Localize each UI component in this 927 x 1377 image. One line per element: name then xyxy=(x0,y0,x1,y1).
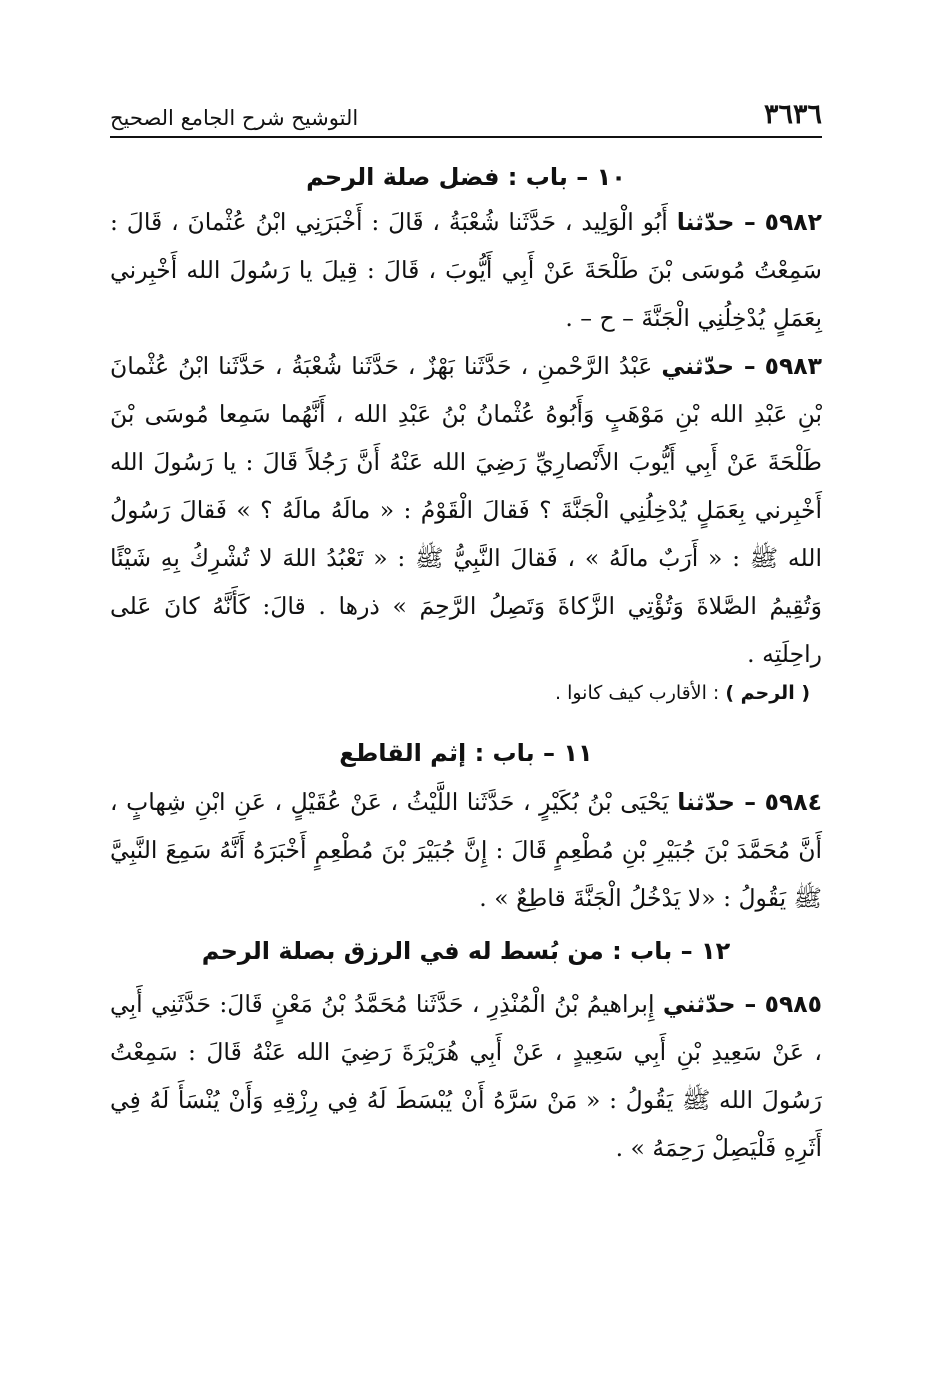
hadith-lead: حدّثني xyxy=(662,990,736,1018)
section-number: ١٢ xyxy=(700,937,731,965)
hadith-dash: – xyxy=(734,208,756,236)
hadith-lead: حدّثنا xyxy=(677,788,735,816)
section-heading-12 xyxy=(110,934,822,968)
hadith-text: عَبْدُ الرَّحْمنِ ، حَدَّثَنا بَهْزٌ ، حَدَّثَنا شُعْبَةُ ، حَدَّثَنا ابْنُ عُثْمانَ بْنِ عَبْدِ الله بْنِ مَوْهَبٍ وَأَبُوهُ عُثْمانُ بْنُ عَبْدِ الله ، أَنَّهُما سَمِعا مُوسَى بْنَ طَلْحَةَ عَنْ أَبِي أَيُّوبَ الأَنْصارِيِّ رَضِيَ الله عَنْهُ أَنَّ رَجُلاً قَالَ : يا رَسُولَ الله أَخْبِرني بِعَمَلٍ يُدْخِلُنِي الْجَنَّةَ ؟ فَقالَ الْقَوْمُ : « مالَهُ مالَهُ ؟ » فَقالَ رَسُولُ الله ﷺ : « أَرَبٌ مالَهُ » ، فَقالَ النَّبِيُّ ﷺ : « تَعْبُدُ اللهَ لا تُشْرِكُ بِهِ شَيْئًا وَتُقِيمُ الصَّلاةَ وَتُؤْتِي الزَّكاةَ وَتَصِلُ الرَّحِمَ » ذرها . قالَ: كَأَنَّهُ كانَ عَلى راحِلَتِه . xyxy=(110,352,822,668)
commentary-note xyxy=(110,678,822,708)
hadith-lead: حدّثنا xyxy=(676,208,735,236)
section-heading-10 xyxy=(110,160,822,194)
heading-dash: – xyxy=(567,163,589,191)
section-number: ١٠ xyxy=(596,163,626,191)
section-number: ١١ xyxy=(563,739,593,767)
heading-dash: – xyxy=(534,739,556,767)
section-title: باب : من بُسط له في الرزق بصلة الرحم xyxy=(201,937,673,965)
hadith-text: إِبراهيمُ بْنُ الْمُنْذِرِ ، حَدَّثَنا مُحَمَّدُ بْنُ مَعْنٍ قَالَ: حَدَّثَنِي أَبِي ، عَنْ سَعِيدِ بْنِ أَبِي سَعِيدٍ ، عَنْ أَبِي هُرَيْرَةَ رَضِيَ الله عَنْهُ قَالَ : سَمِعْتُ رَسُولَ الله ﷺ يَقُولُ : « مَنْ سَرَّهُ أَنْ يُبْسَطَ لَهُ فِي رِزْقِهِ وَأَنْ يُنْسَأَ لَهُ فِي أَثَرِهِ فَلْيَصِلْ رَحِمَهُ » . xyxy=(110,990,822,1162)
page-header xyxy=(110,84,822,138)
hadith-5984 xyxy=(110,778,822,922)
hadith-5985 xyxy=(110,980,822,1172)
hadith-text: يَحْيَى بْنُ بُكَيْرٍ ، حَدَّثَنا اللَّيْثُ ، عَنْ عُقَيْلٍ ، عَنِ ابْنِ شِهابٍ ، أَنَّ مُحَمَّدَ بْنَ جُبَيْرِ بْنِ مُطْعِمٍ قَالَ : إِنَّ جُبَيْرَ بْنَ مُطْعِمٍ أَخْبَرَهُ أَنَّهُ سَمِعَ النَّبِيَّ ﷺ يَقُولُ : «لا يَدْخُلُ الْجَنَّةَ قاطِعٌ » . xyxy=(110,788,822,912)
note-term: ( الرحم ) xyxy=(725,682,810,704)
heading-dash: – xyxy=(672,937,693,965)
note-text: : الأقارب كيف كانوا . xyxy=(554,682,720,704)
hadith-dash: – xyxy=(735,990,757,1018)
hadith-text: أَبُو الْوَلِيد ، حَدَّثَنا شُعْبَةُ ، قَالَ : أَخْبَرَنِي ابْنُ عُثْمانَ ، قَالَ : سَمِعْتُ مُوسَى بْنَ طَلْحَةَ عَنْ أَبِي أَيُّوبَ ، قَالَ : قِيلَ يا رَسُولَ الله أَخْبِرني بِعَمَلٍ يُدْخِلُنِي الْجَنَّةَ – ح – . xyxy=(110,208,822,332)
hadith-lead: حدّثني xyxy=(661,352,735,380)
book-page xyxy=(110,84,822,1284)
hadith-dash: – xyxy=(734,352,756,380)
hadith-number: ٥٩٨٥ xyxy=(764,990,822,1018)
section-title: باب : فضل صلة الرحم xyxy=(306,163,568,191)
hadith-number: ٥٩٨٣ xyxy=(764,352,822,380)
hadith-5983 xyxy=(110,342,822,678)
section-heading-11 xyxy=(110,736,822,770)
page-number: ٣٦٣٦ xyxy=(763,99,822,130)
hadith-number: ٥٩٨٤ xyxy=(764,788,822,816)
book-title: التوشيح شرح الجامع الصحيح xyxy=(110,106,359,130)
hadith-5982 xyxy=(110,198,822,342)
section-title: باب : إثم القاطع xyxy=(339,739,535,767)
hadith-dash: – xyxy=(735,788,757,816)
hadith-number: ٥٩٨٢ xyxy=(764,208,822,236)
